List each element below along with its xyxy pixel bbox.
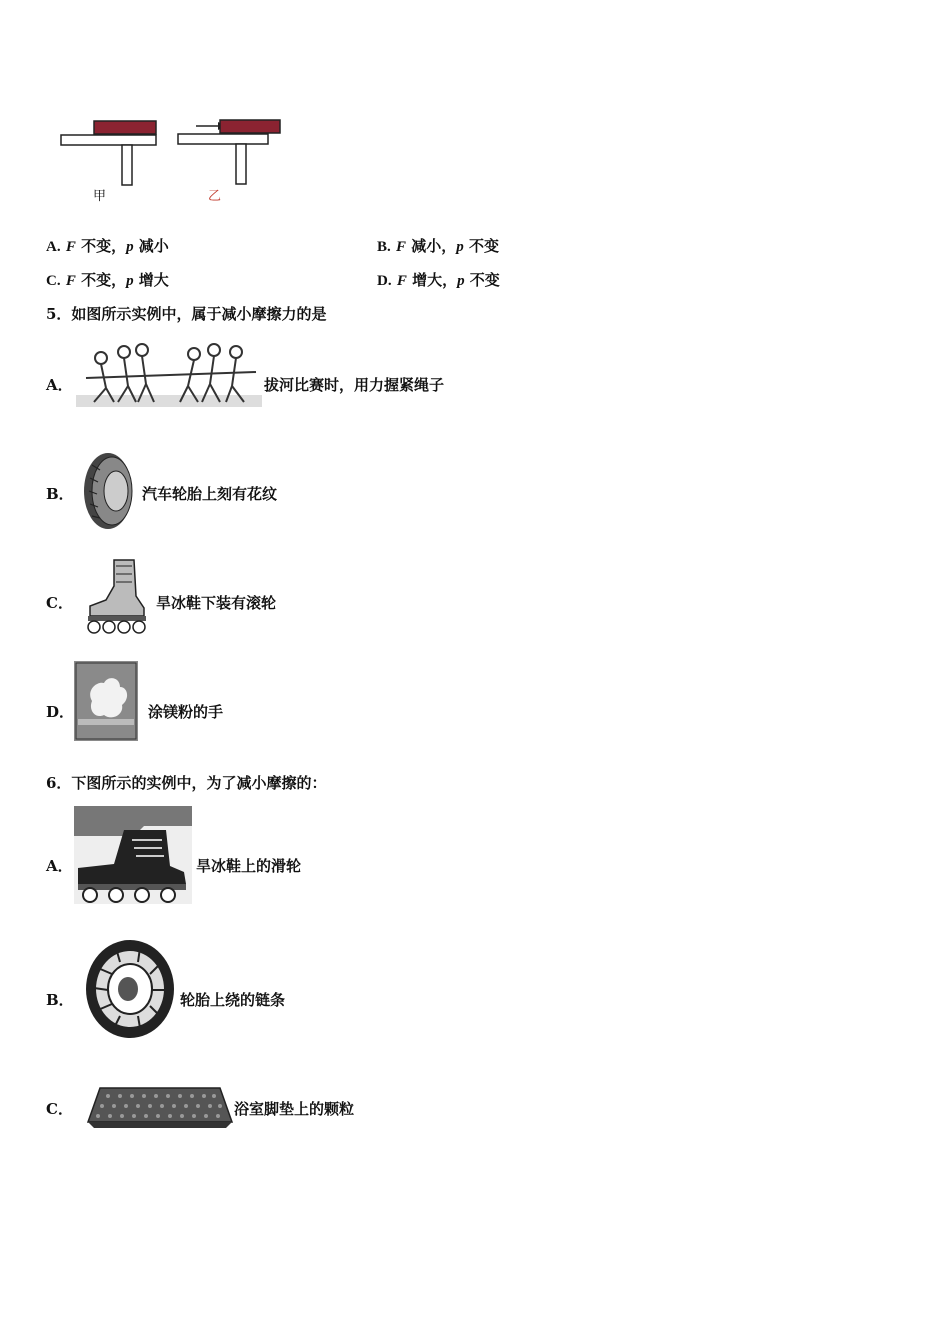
q6-option-c-text: 浴室脚垫上的颗粒 bbox=[234, 1100, 355, 1118]
tire-chain-icon bbox=[84, 938, 176, 1040]
roller-skate-icon bbox=[84, 556, 148, 636]
q5-option-d-text: 涂镁粉的手 bbox=[148, 703, 224, 721]
chalked-hand-icon bbox=[74, 661, 138, 741]
tug-of-war-icon bbox=[76, 340, 262, 410]
label-jia: 甲 bbox=[93, 189, 107, 204]
q6-option-a-text: 旱冰鞋上的滑轮 bbox=[196, 857, 302, 875]
inline-skate-icon bbox=[74, 806, 192, 904]
q5-option-c-letter: C． bbox=[46, 594, 73, 612]
label-yi: 乙 bbox=[208, 189, 222, 204]
q5-option-a-text: 拔河比赛时，用力握紧绳子 bbox=[264, 376, 445, 394]
figure-jia bbox=[58, 115, 162, 193]
q5-option-b-letter: B． bbox=[46, 485, 74, 503]
tire-tread-icon bbox=[82, 450, 138, 532]
q5-stem: 5．如图所示实例中，属于减小摩擦力的是 bbox=[46, 305, 327, 323]
q4-option-c: C. F 不变，p 增大 bbox=[46, 271, 169, 289]
q6-option-c-letter: C． bbox=[46, 1100, 73, 1118]
q4-option-b: B. F 减小，p 不变 bbox=[377, 237, 499, 255]
q6-option-a-letter: A． bbox=[46, 857, 73, 875]
q6-option-b-letter: B． bbox=[46, 991, 74, 1009]
q6-option-b-text: 轮胎上绕的链条 bbox=[180, 991, 286, 1009]
q5-option-d-letter: D． bbox=[46, 703, 75, 721]
figure-yi bbox=[174, 115, 284, 193]
q5-option-c-text: 旱冰鞋下装有滚轮 bbox=[156, 594, 277, 612]
q4-option-a: A. F 不变，p 减小 bbox=[46, 237, 169, 255]
q6-stem: 6．下图所示的实例中，为了减小摩擦的： bbox=[46, 774, 327, 792]
q4-option-d: D. F 增大，p 不变 bbox=[377, 271, 500, 289]
q5-option-b-text: 汽车轮胎上刻有花纹 bbox=[142, 485, 278, 503]
bath-mat-icon bbox=[86, 1086, 234, 1130]
table-block-yi-icon bbox=[174, 115, 284, 193]
q5-option-a-letter: A． bbox=[46, 376, 73, 394]
table-block-jia-icon bbox=[58, 115, 162, 193]
